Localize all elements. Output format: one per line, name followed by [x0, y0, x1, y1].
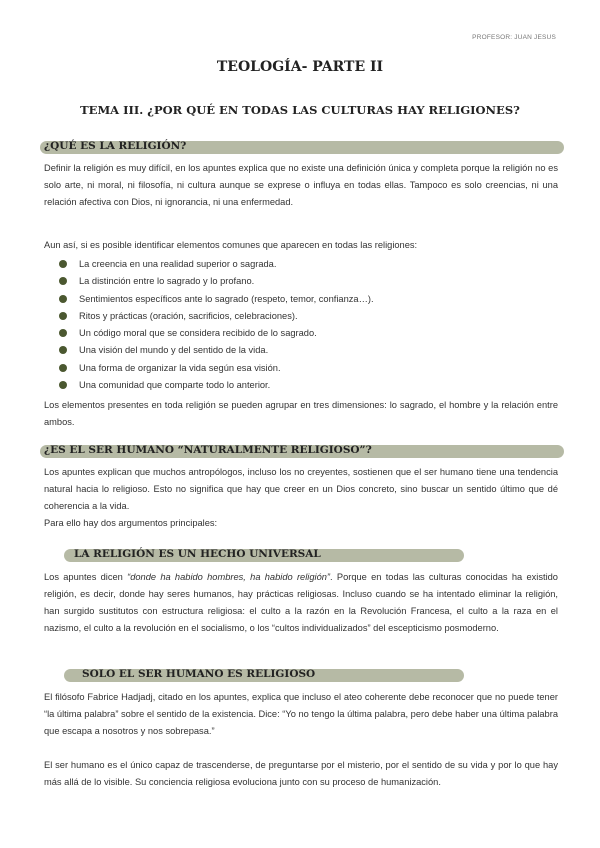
page-title: TEOLOGÍA- PARTE II [216, 59, 384, 75]
section-heading: LA RELIGIÓN ES UN HECHO UNIVERSAL [74, 548, 321, 560]
list-item: Una visión del mundo y del sentido de la vida. [44, 342, 374, 359]
paragraph: Los apuntes explican que muchos antropólogos, incluso los no creyentes, sostienen que el ser humano tiene una tendencia natural hacia lo religioso. Esto no significa que hay que creer en un Dios concreto, sino buscar un sentido último que dé coherencia a la vida. [44, 467, 558, 511]
paragraph: Los elementos presentes en toda religión se pueden agrupar en tres dimensiones: lo sagrado, el hombre y la relación entre ambos. [44, 400, 558, 427]
bullet-icon [59, 295, 67, 303]
paragraph: Aun así, si es posible identificar elementos comunes que aparecen en todas las religiones: [44, 240, 418, 250]
list-item: Ritos y prácticas (oración, sacrificios, celebraciones). [44, 308, 374, 325]
list-item: La creencia en una realidad superior o sagrada. [44, 256, 374, 273]
bullet-icon [59, 260, 67, 268]
bullet-icon [59, 381, 67, 389]
section-heading: ¿ES EL SER HUMANO “NATURALMENTE RELIGIOSO”? [44, 444, 372, 456]
paragraph: Para ello hay dos argumentos principales: [44, 518, 218, 528]
paragraph: Los apuntes dicen “donde ha habido hombres, ha habido religión”. Porque en todas las culturas conocidas ha existido religión, es decir, donde hay seres humanos, hay prácticas religiosas. Incluso cuando se ha intentado eliminar la religión, han surgido sustitutos con estructura religiosa: el culto a la razón en la Revolución Francesa, el culto a la raza en el nazismo, el culto a la revolución en el socialismo, o los “cultos individualizados” del escepticismo posmoderno. [44, 572, 558, 633]
section-heading: SOLO EL SER HUMANO ES RELIGIOSO [82, 668, 316, 680]
paragraph: El filósofo Fabrice Hadjadj, citado en los apuntes, explica que incluso el ateo coherente debe reconocer que no puede tener “la última palabra” sobre el sentido de la existencia. Dice: “Yo no tengo la última palabra, pero debe haber una última palabra que escapa a nosotros y nos sobrepasa.” [44, 692, 558, 736]
bullet-icon [59, 329, 67, 337]
bullet-icon [59, 364, 67, 372]
list-item: Una comunidad que comparte todo lo anterior. [44, 377, 374, 394]
bullet-icon [59, 312, 67, 320]
page-subtitle: TEMA III. ¿POR QUÉ EN TODAS LAS CULTURAS HAY RELIGIONES? [80, 103, 520, 117]
list-item: Sentimientos específicos ante lo sagrado (respeto, temor, confianza…). [44, 291, 374, 308]
bullet-icon [59, 277, 67, 285]
list-item: La distinción entre lo sagrado y lo profano. [44, 273, 374, 290]
paragraph: El ser humano es el único capaz de trascenderse, de preguntarse por el misterio, por el sentido de su vida y por lo que hay más allá de lo visible. Su conciencia religiosa evoluciona junto con su proceso de humanización. [44, 760, 558, 787]
bullet-list [44, 256, 374, 394]
author-header: PROFESOR: JUAN JESUS [472, 34, 556, 41]
list-item: Un código moral que se considera recibido de lo sagrado. [44, 325, 374, 342]
paragraph: Definir la religión es muy difícil, en los apuntes explica que no existe una definición única y completa porque la religión no es solo arte, ni moral, ni filosofía, ni cultura aunque se exprese o influya en todas ellas. Tampoco es solo creencias, ni una relación afectiva con Dios, ni ignorancia, ni una enfermedad. [44, 163, 558, 207]
bullet-icon [59, 346, 67, 354]
section-heading: ¿QUÉ ES LA RELIGIÓN? [44, 140, 187, 152]
quote: “donde ha habido hombres, ha habido religión” [127, 572, 331, 582]
list-item: Una forma de organizar la vida según esa visión. [44, 360, 374, 377]
